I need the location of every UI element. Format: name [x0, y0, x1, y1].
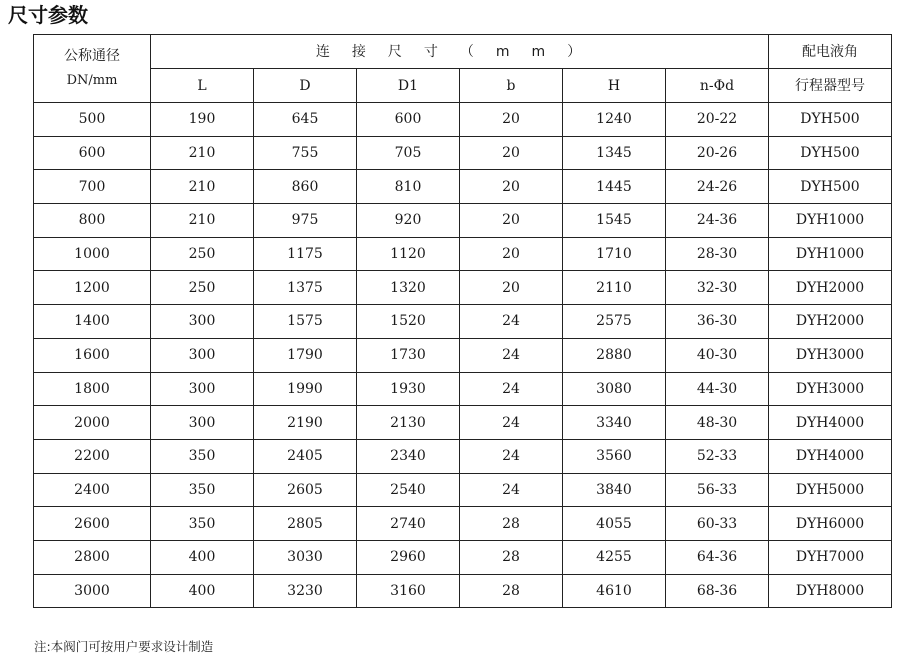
header-col-L: L — [151, 69, 254, 103]
table-row — [34, 271, 892, 305]
cell-actuator-model: DYH500 — [769, 103, 892, 137]
cell-n-phi-d: 20-26 — [666, 136, 769, 170]
cell-D: 2405 — [254, 439, 357, 473]
header-nominal-diameter — [34, 35, 151, 103]
cell-n-phi-d: 24-26 — [666, 170, 769, 204]
cell-b: 24 — [460, 372, 563, 406]
header-connection-dimensions: 连接尺寸（mm） — [151, 35, 769, 69]
cell-D1: 600 — [357, 103, 460, 137]
cell-n-phi-d: 44-30 — [666, 372, 769, 406]
cell-n-phi-d: 24-36 — [666, 204, 769, 238]
cell-D1: 2130 — [357, 406, 460, 440]
page-title: 尺寸参数 — [8, 3, 88, 27]
cell-n-phi-d: 28-30 — [666, 237, 769, 271]
header-col-D1: D1 — [357, 69, 460, 103]
table-row — [34, 103, 892, 137]
cell-H: 1445 — [563, 170, 666, 204]
cell-H: 2110 — [563, 271, 666, 305]
dimension-table — [33, 34, 892, 608]
cell-D1: 2540 — [357, 473, 460, 507]
cell-actuator-model: DYH1000 — [769, 204, 892, 238]
cell-D: 1990 — [254, 372, 357, 406]
header-actuator-line2: 行程器型号 — [769, 69, 892, 103]
cell-actuator-model: DYH500 — [769, 136, 892, 170]
header-dn-line1: 公称通径 — [64, 48, 120, 64]
cell-dn: 2800 — [34, 540, 151, 574]
table-row — [34, 406, 892, 440]
cell-D1: 2340 — [357, 439, 460, 473]
header-row-2 — [34, 69, 892, 103]
cell-D: 1375 — [254, 271, 357, 305]
cell-n-phi-d: 48-30 — [666, 406, 769, 440]
cell-L: 300 — [151, 372, 254, 406]
cell-dn: 1800 — [34, 372, 151, 406]
cell-D: 2805 — [254, 507, 357, 541]
header-col-b: b — [460, 69, 563, 103]
cell-L: 250 — [151, 237, 254, 271]
cell-n-phi-d: 60-33 — [666, 507, 769, 541]
cell-H: 4610 — [563, 574, 666, 608]
cell-dn: 2200 — [34, 439, 151, 473]
cell-D1: 1730 — [357, 338, 460, 372]
table-row — [34, 507, 892, 541]
cell-D1: 920 — [357, 204, 460, 238]
header-dn-line2: DN/mm — [66, 73, 118, 88]
cell-dn: 600 — [34, 136, 151, 170]
cell-D: 2190 — [254, 406, 357, 440]
cell-n-phi-d: 32-30 — [666, 271, 769, 305]
cell-b: 20 — [460, 136, 563, 170]
cell-b: 24 — [460, 338, 563, 372]
cell-n-phi-d: 64-36 — [666, 540, 769, 574]
cell-n-phi-d: 40-30 — [666, 338, 769, 372]
table-row — [34, 305, 892, 339]
table-row — [34, 574, 892, 608]
header-row-1 — [34, 35, 892, 69]
cell-D1: 2740 — [357, 507, 460, 541]
table-row — [34, 170, 892, 204]
table-row — [34, 439, 892, 473]
cell-D: 3030 — [254, 540, 357, 574]
cell-D: 645 — [254, 103, 357, 137]
table-row — [34, 204, 892, 238]
table-row — [34, 540, 892, 574]
cell-dn: 500 — [34, 103, 151, 137]
cell-b: 20 — [460, 237, 563, 271]
header-col-n-phi-d: n-Φd — [666, 69, 769, 103]
header-actuator-line1: 配电液角 — [769, 35, 892, 69]
cell-n-phi-d: 36-30 — [666, 305, 769, 339]
cell-actuator-model: DYH4000 — [769, 439, 892, 473]
table-row — [34, 237, 892, 271]
cell-L: 300 — [151, 338, 254, 372]
cell-dn: 2600 — [34, 507, 151, 541]
cell-dn: 1400 — [34, 305, 151, 339]
cell-dn: 800 — [34, 204, 151, 238]
cell-b: 24 — [460, 473, 563, 507]
cell-D: 3230 — [254, 574, 357, 608]
cell-D1: 810 — [357, 170, 460, 204]
cell-b: 28 — [460, 507, 563, 541]
cell-D1: 1930 — [357, 372, 460, 406]
cell-dn: 700 — [34, 170, 151, 204]
cell-D1: 1120 — [357, 237, 460, 271]
cell-L: 350 — [151, 507, 254, 541]
cell-actuator-model: DYH2000 — [769, 271, 892, 305]
cell-dn: 3000 — [34, 574, 151, 608]
cell-actuator-model: DYH3000 — [769, 338, 892, 372]
cell-L: 300 — [151, 406, 254, 440]
table-row — [34, 338, 892, 372]
cell-D1: 1520 — [357, 305, 460, 339]
cell-H: 3560 — [563, 439, 666, 473]
cell-actuator-model: DYH2000 — [769, 305, 892, 339]
cell-dn: 2000 — [34, 406, 151, 440]
cell-H: 3840 — [563, 473, 666, 507]
cell-H: 1240 — [563, 103, 666, 137]
cell-b: 28 — [460, 574, 563, 608]
cell-dn: 1200 — [34, 271, 151, 305]
cell-D: 975 — [254, 204, 357, 238]
cell-H: 3340 — [563, 406, 666, 440]
cell-H: 4055 — [563, 507, 666, 541]
cell-actuator-model: DYH500 — [769, 170, 892, 204]
cell-b: 24 — [460, 439, 563, 473]
cell-dn: 1600 — [34, 338, 151, 372]
cell-L: 400 — [151, 574, 254, 608]
table-row — [34, 473, 892, 507]
cell-L: 250 — [151, 271, 254, 305]
cell-actuator-model: DYH1000 — [769, 237, 892, 271]
cell-D: 1575 — [254, 305, 357, 339]
cell-actuator-model: DYH8000 — [769, 574, 892, 608]
cell-L: 300 — [151, 305, 254, 339]
cell-H: 3080 — [563, 372, 666, 406]
cell-H: 2880 — [563, 338, 666, 372]
cell-L: 350 — [151, 439, 254, 473]
header-col-H: H — [563, 69, 666, 103]
cell-L: 400 — [151, 540, 254, 574]
cell-actuator-model: DYH3000 — [769, 372, 892, 406]
cell-b: 24 — [460, 305, 563, 339]
header-col-D: D — [254, 69, 357, 103]
cell-actuator-model: DYH6000 — [769, 507, 892, 541]
table-row — [34, 136, 892, 170]
cell-H: 2575 — [563, 305, 666, 339]
cell-D: 1175 — [254, 237, 357, 271]
cell-D1: 3160 — [357, 574, 460, 608]
cell-D1: 1320 — [357, 271, 460, 305]
cell-H: 1545 — [563, 204, 666, 238]
cell-L: 210 — [151, 136, 254, 170]
cell-actuator-model: DYH4000 — [769, 406, 892, 440]
table-row — [34, 372, 892, 406]
cell-dn: 1000 — [34, 237, 151, 271]
cell-L: 190 — [151, 103, 254, 137]
cell-b: 20 — [460, 103, 563, 137]
cell-D: 860 — [254, 170, 357, 204]
cell-D: 1790 — [254, 338, 357, 372]
cell-D: 755 — [254, 136, 357, 170]
cell-n-phi-d: 20-22 — [666, 103, 769, 137]
cell-b: 20 — [460, 271, 563, 305]
cell-D1: 705 — [357, 136, 460, 170]
cell-H: 1345 — [563, 136, 666, 170]
cell-b: 24 — [460, 406, 563, 440]
cell-actuator-model: DYH7000 — [769, 540, 892, 574]
cell-L: 350 — [151, 473, 254, 507]
cell-D1: 2960 — [357, 540, 460, 574]
cell-H: 1710 — [563, 237, 666, 271]
cell-n-phi-d: 56-33 — [666, 473, 769, 507]
cell-actuator-model: DYH5000 — [769, 473, 892, 507]
cell-b: 20 — [460, 170, 563, 204]
cell-H: 4255 — [563, 540, 666, 574]
cell-b: 28 — [460, 540, 563, 574]
cell-L: 210 — [151, 204, 254, 238]
cell-n-phi-d: 68-36 — [666, 574, 769, 608]
cell-dn: 2400 — [34, 473, 151, 507]
cell-L: 210 — [151, 170, 254, 204]
cell-D: 2605 — [254, 473, 357, 507]
footnote: 注:本阀门可按用户要求设计制造 — [34, 639, 214, 654]
cell-b: 20 — [460, 204, 563, 238]
cell-n-phi-d: 52-33 — [666, 439, 769, 473]
